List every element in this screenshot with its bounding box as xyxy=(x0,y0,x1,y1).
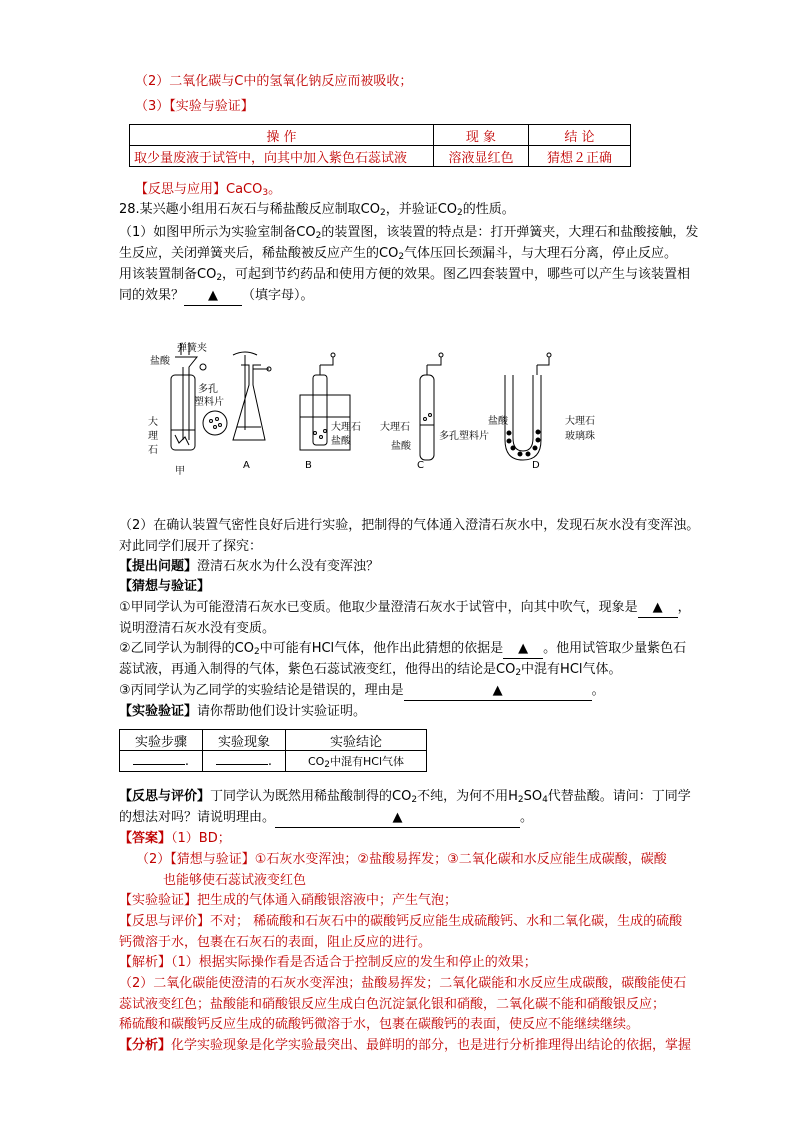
question-28-intro xyxy=(119,200,515,223)
analysis-text: 化学实验现象是化学实验最突出、最鲜明的部分，也是进行分析推理得出结论的依据，掌握 xyxy=(171,1038,692,1053)
g1-b: ， xyxy=(677,600,691,615)
p1-l2-end: 气体压回长颈漏斗，与大理石分离，停止反应。 xyxy=(404,246,678,261)
guess-label: 【猜想与验证】 xyxy=(119,579,211,594)
intro-end: 的性质。 xyxy=(462,202,515,217)
label-plastic: 塑料片 xyxy=(194,397,224,408)
answer-label: 【答案】 xyxy=(119,831,172,846)
p1-l4-end: （填字母）。 xyxy=(242,288,314,303)
analysis-label: 【分析】 xyxy=(119,1038,172,1053)
apparatus-d xyxy=(505,353,551,460)
explanation-line1: 【解析】（1）根据实际操作看是否适合于控制反应的发生和停止的效果； xyxy=(119,955,537,970)
eval-c: SO xyxy=(523,789,543,804)
cell-conclusion: 猜想２正确 xyxy=(529,146,631,167)
label-hcl-jia: 盐酸 xyxy=(150,356,170,367)
eval-d: 代替盐酸。请问：丁同学 xyxy=(547,789,691,804)
label-porous-plastic-c: 多孔塑料片 xyxy=(439,431,489,442)
eval-sub2: 2 xyxy=(517,795,524,805)
explanation-line4: 稀硫酸和碳酸钙反应生成的硫酸钙微溶于水，包裹在碳酸钙的表面，使反应不能继续继续。 xyxy=(119,1017,640,1032)
reflect-label: 【反思与应用】 xyxy=(135,182,227,197)
label-hcl-d: 盐酸 xyxy=(488,416,508,427)
label-hcl-b: 盐酸 xyxy=(331,436,351,447)
g2-c: 。他用试管取少量紫色石 xyxy=(543,641,687,656)
answer-blank-5[interactable] xyxy=(275,808,520,828)
table-row xyxy=(130,146,631,167)
eval-b: 不纯，为何不用H xyxy=(417,789,518,804)
cell-steps-dot: . xyxy=(184,753,190,769)
g2-a: ②乙同学认为制得的CO xyxy=(119,641,254,656)
answer-verify: 【实验验证】把生成的气体通入硝酸银溶液中；产生气泡； xyxy=(119,893,458,908)
c3-a: CO xyxy=(307,754,325,768)
g2-l2-end: 中混有HCl气体。 xyxy=(521,662,622,677)
c3-b: 中混有HCl气体 xyxy=(330,754,405,768)
cell-conclusion xyxy=(286,751,427,772)
intro-mid: ，并验证CO xyxy=(385,202,458,217)
eval-sub: 2 xyxy=(411,795,418,805)
apparatus-c xyxy=(420,353,443,460)
label-marble-d: 大理石 xyxy=(565,416,595,427)
answer-blank-3[interactable] xyxy=(503,639,543,659)
triangle-marker: ▲ xyxy=(492,683,503,698)
explanation-line3: 蕊试液变红色；盐酸能和硝酸银反应生成白色沉淀氯化银和硝酸，二氧化碳不能和硝酸银反应； xyxy=(119,997,666,1012)
answer-line xyxy=(119,829,231,848)
table-header-row xyxy=(130,125,631,146)
reflect-end: 。 xyxy=(268,182,282,197)
label-marble-shi: 石 xyxy=(148,445,158,456)
g2-sub: 2 xyxy=(253,647,260,657)
label-porous: 多孔 xyxy=(198,384,218,395)
table-header-row xyxy=(120,730,427,751)
answer-2-line2: 也能够使石蕊试液变红色 xyxy=(163,873,307,888)
triangle-marker: ▲ xyxy=(392,810,403,825)
triangle-marker: ▲ xyxy=(652,600,663,615)
explanation-line2: （2）二氧化碳能使澄清的石灰水变浑浊；盐酸易挥发；二氧化碳能和水反应生成碳酸，碳酸能使石 xyxy=(119,976,687,991)
triangle-marker: ▲ xyxy=(518,641,529,656)
label-marble-b: 大理石 xyxy=(331,422,361,433)
verify-text: 请你帮助他们设计实验证明。 xyxy=(197,704,367,719)
label-jia: 甲 xyxy=(175,466,185,477)
part1-line2 xyxy=(119,244,677,267)
c3-sub: 2 xyxy=(324,759,331,770)
reflect-eval-line2 xyxy=(119,808,533,828)
eval-label: 【反思与评价】 xyxy=(119,789,211,804)
p1-l3: 用该装置制备CO xyxy=(119,267,217,282)
intro-sub: 2 xyxy=(379,208,386,218)
cell-phenomena[interactable] xyxy=(203,751,286,772)
cell-phenomena-dot: . xyxy=(267,753,273,769)
answer-1: （1）BD； xyxy=(171,831,231,846)
cell-steps[interactable] xyxy=(120,751,203,772)
guess-1-line2: 说明澄清石灰水没有变质。 xyxy=(119,621,276,636)
p1-l3-sub: 2 xyxy=(216,273,223,283)
eval-a: 丁同学认为既然用稀盐酸制得的CO xyxy=(210,789,412,804)
part1-line3 xyxy=(119,265,690,288)
g2-l2: 蕊试液，再通入制得的气体，紫色石蕊试液变红，他得出的结论是CO xyxy=(119,662,516,677)
part2-line1: （2）在确认装置气密性良好后进行实验，把制得的气体通入澄清石灰水中，发现石灰水没有变浑浊。 xyxy=(119,518,700,533)
eval-l2: 的想法对吗？请说明理由。 xyxy=(119,810,276,825)
part1-line1 xyxy=(119,223,698,246)
ask-text: 澄清石灰水为什么没有变浑浊？ xyxy=(197,559,380,574)
intro-text: 28.某兴趣小组用石灰石与稀盐酸反应制取CO xyxy=(119,202,380,217)
reflect-eval xyxy=(119,787,691,810)
guess-1 xyxy=(119,598,691,618)
label-marble-li: 理 xyxy=(148,431,158,442)
experiment-table xyxy=(119,729,427,772)
p1-l4: 同的效果？ xyxy=(119,288,185,303)
triangle-marker: ▲ xyxy=(208,288,219,303)
guess-2-line2 xyxy=(119,660,622,683)
cell-operation: 取少量废液于试管中，向其中加入紫色石蕊试液 xyxy=(130,146,434,167)
answer-blank-4[interactable] xyxy=(404,681,592,701)
eval-l2-end: 。 xyxy=(520,810,534,825)
eval-sub3: 4 xyxy=(542,795,548,805)
label-c: C xyxy=(417,460,424,471)
g1-a: ①甲同学认为可能澄清石灰水已变质。他取少量澄清石灰水于试管中，向其中吹气，现象是 xyxy=(119,600,638,615)
ask-label: 【提出问题】 xyxy=(119,559,198,574)
label-a: A xyxy=(243,460,250,471)
answer-blank-2[interactable] xyxy=(638,598,678,618)
part1-line4 xyxy=(119,286,314,306)
p1-l1-sub: 2 xyxy=(315,231,322,241)
g3-b: 。 xyxy=(591,683,605,698)
verify xyxy=(119,702,366,721)
guess-2 xyxy=(119,639,686,662)
g3-a: ③丙同学认为乙同学的实验结论是错误的，理由是 xyxy=(119,683,404,698)
p1-l2-sub: 2 xyxy=(398,252,405,262)
label-b: B xyxy=(305,460,312,471)
header-conclusion: 结 论 xyxy=(529,125,631,146)
header-phenomenon: 现 象 xyxy=(434,125,529,146)
answer-reflect-line1: 【反思与评价】不对； 稀硫酸和石灰石中的碳酸钙反应能生成硫酸钙、水和二氧化碳，生成的硫酸 xyxy=(119,914,683,929)
p1-l3-end: ，可起到节约药品和使用方便的效果。图乙四套装置中，哪些可以产生与该装置相 xyxy=(222,267,691,282)
p1-l1: （1）如图甲所示为实验室制备CO xyxy=(119,225,316,240)
header-phenomena: 实验现象 xyxy=(203,730,286,751)
g2-b: 中可能有HCl气体，他作出此猜想的依据是 xyxy=(259,641,504,656)
result-table xyxy=(129,124,631,167)
guess-3 xyxy=(119,681,605,701)
p1-l1-end: 的装置图，该装置的特点是：打开弹簧夹，大理石和盐酸接触，发 xyxy=(321,225,699,240)
reflect-subscript: 3 xyxy=(262,188,269,198)
reflect-value: CaCO xyxy=(226,182,263,197)
table-row xyxy=(120,751,427,772)
analysis-line xyxy=(119,1036,691,1055)
verify-label: 【实验验证】 xyxy=(119,704,198,719)
header-steps: 实验步骤 xyxy=(120,730,203,751)
intro-sub2: 2 xyxy=(457,208,463,218)
label-marble-c: 大理石 xyxy=(380,422,410,433)
label-d: D xyxy=(532,460,540,471)
p1-l2: 生反应，关闭弹簧夹后，稀盐酸被反应产生的CO xyxy=(119,246,399,261)
header-operation: 操 作 xyxy=(130,125,434,146)
label-marble-da: 大 xyxy=(148,417,158,428)
part2-line2: 对此同学们展开了探究： xyxy=(119,539,263,554)
answer-2-line1: （2）【猜想与验证】①石灰水变浑浊；②盐酸易挥发；③二氧化碳和水反应能生成碳酸，碳酸 xyxy=(136,852,667,867)
label-hcl-c: 盐酸 xyxy=(391,441,411,452)
answer-reflect-line2: 钙微溶于水，包裹在石灰石的表面，阻止反应的进行。 xyxy=(119,935,432,950)
answer-item-3: （3）【实验与验证】 xyxy=(135,99,254,114)
apparatus-a xyxy=(233,352,271,440)
g2-l2-sub: 2 xyxy=(515,668,522,678)
header-conclusion: 实验结论 xyxy=(286,730,427,751)
cell-phenomenon: 溶液显红色 xyxy=(434,146,529,167)
answer-item-2: （2）二氧化碳与C中的氢氧化钠反应而被吸收； xyxy=(135,74,413,89)
label-spring-clip: 弹簧夹 xyxy=(177,343,207,354)
ask-question xyxy=(119,557,379,576)
answer-blank-1[interactable] xyxy=(184,286,242,306)
label-glass-beads: 玻璃珠 xyxy=(565,431,595,442)
